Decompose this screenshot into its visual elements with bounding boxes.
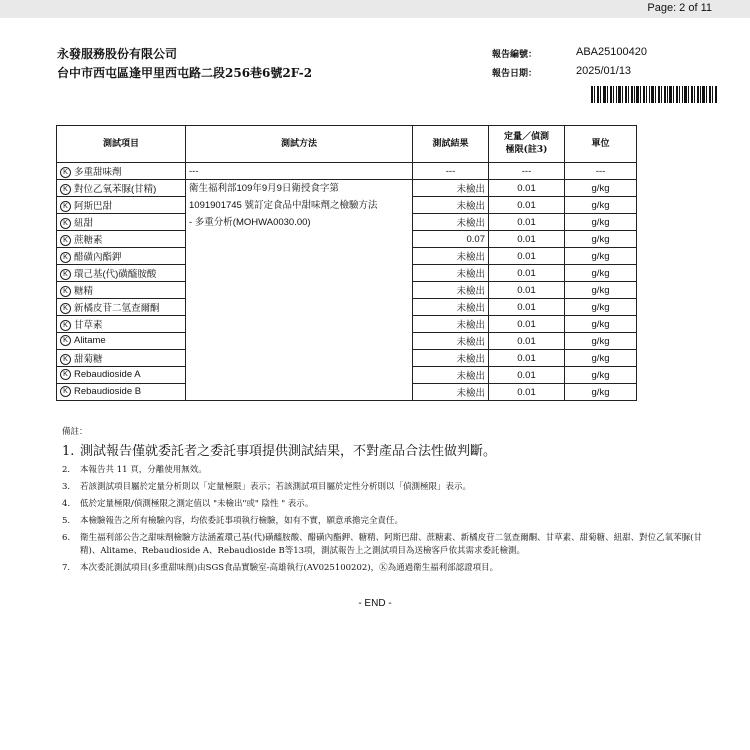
- unit-cell: g/kg: [565, 384, 637, 401]
- unit-cell: g/kg: [565, 231, 637, 248]
- unit-cell: g/kg: [565, 350, 637, 367]
- report-date: 2025/01/13: [576, 65, 632, 77]
- header-unit: 單位: [565, 126, 637, 163]
- accreditation-mark-icon: K: [60, 235, 71, 246]
- unit-cell: g/kg: [565, 214, 637, 231]
- unit-cell: g/kg: [565, 248, 637, 265]
- page-number: Page: 2 of 11: [647, 2, 712, 14]
- item-cell: K 甜菊糖: [57, 350, 186, 367]
- note-item: 5. 本檢驗報告之所有檢驗內容，均依委託事項執行檢驗，如有不實，願意承擔完全責任。: [62, 516, 404, 526]
- item-cell: K 阿斯巴甜: [57, 197, 186, 214]
- result-cell: 未檢出: [413, 350, 489, 367]
- header-item: 測試項目: [57, 126, 186, 163]
- item-cell: K 蔗糖素: [57, 231, 186, 248]
- unit-cell: ---: [565, 163, 637, 180]
- unit-cell: g/kg: [565, 197, 637, 214]
- limit-cell: 0.01: [489, 384, 565, 401]
- accreditation-mark-icon: K: [60, 269, 71, 280]
- page-bar: [0, 0, 750, 18]
- result-cell: 未檢出: [413, 214, 489, 231]
- unit-cell: g/kg: [565, 299, 637, 316]
- item-cell: K Rebaudioside B: [57, 384, 186, 401]
- unit-cell: g/kg: [565, 367, 637, 384]
- method-cell: 衛生福利部109年9月9日衛授食字第 1091901745 號訂定食品中甜味劑之檢驗方法 - 多重分析(MOHWA0030.00): [186, 180, 413, 401]
- accreditation-mark-icon: K: [60, 184, 71, 195]
- result-cell: 未檢出: [413, 248, 489, 265]
- result-cell: 未檢出: [413, 333, 489, 350]
- result-cell: 未檢出: [413, 367, 489, 384]
- note-item: 4. 低於定量極限/偵測極限之測定值以 "未檢出"或" 陰性 " 表示。: [62, 499, 314, 509]
- unit-cell: g/kg: [565, 333, 637, 350]
- accreditation-mark-icon: K: [60, 335, 71, 346]
- result-cell: 未檢出: [413, 282, 489, 299]
- accreditation-mark-icon: K: [60, 218, 71, 229]
- unit-cell: g/kg: [565, 316, 637, 333]
- limit-cell: 0.01: [489, 197, 565, 214]
- unit-cell: g/kg: [565, 180, 637, 197]
- limit-cell: 0.01: [489, 333, 565, 350]
- item-cell: K Alitame: [57, 333, 186, 350]
- company-name: 永發服務股份有限公司: [57, 47, 178, 61]
- result-cell: 未檢出: [413, 180, 489, 197]
- table-row: [57, 180, 637, 197]
- result-cell: 0.07: [413, 231, 489, 248]
- accreditation-mark-icon: K: [60, 303, 71, 314]
- limit-cell: 0.01: [489, 231, 565, 248]
- notes-section: [62, 426, 722, 579]
- note-item: 1. 測試報告僅就委託者之委託事項提供測試結果，不對產品合法性做判斷。: [62, 444, 497, 459]
- limit-cell: 0.01: [489, 299, 565, 316]
- limit-cell: 0.01: [489, 367, 565, 384]
- header-method: 測試方法: [186, 126, 413, 163]
- item-cell: K 糖精: [57, 282, 186, 299]
- accreditation-mark-icon: K: [60, 320, 71, 331]
- accreditation-mark-icon: K: [60, 369, 71, 380]
- table-header-row: [57, 126, 637, 163]
- limit-cell: 0.01: [489, 180, 565, 197]
- item-cell: K 甘草素: [57, 316, 186, 333]
- unit-cell: g/kg: [565, 265, 637, 282]
- item-cell: K 環己基(代)磺醯胺酸: [57, 265, 186, 282]
- accreditation-mark-icon: K: [60, 286, 71, 297]
- accreditation-mark-icon: K: [60, 252, 71, 263]
- limit-cell: ---: [489, 163, 565, 180]
- accreditation-mark-icon: K: [60, 354, 71, 365]
- note-item: 2. 本報告共 11 頁，分離使用無效。: [62, 465, 207, 475]
- header-result: 測試結果: [413, 126, 489, 163]
- results-table: [56, 125, 637, 401]
- note-item: 3. 若該測試項目屬於定量分析則以「定量極限」表示；若該測試項目屬於定性分析則以「偵測極限」表示。: [62, 482, 472, 492]
- item-cell: K 醋磺內酯鉀: [57, 248, 186, 265]
- accreditation-mark-icon: K: [60, 167, 71, 178]
- note-item: 6. 衛生福利部公告之甜味劑檢驗方法涵蓋環己基(代)磺醯胺酸、醋磺內酯鉀、糖精、阿斯巴甜、蔗糖素、新橘皮苷二氫查爾酮、甘草素、甜菊糖、紐甜、對位乙氧苯脲(甘精)、Alitame、Rebaudioside A、Rebaudioside B等13項，測試報告上之測試項目為送檢客戶依其需求委託檢測。: [62, 533, 702, 556]
- note-item: 7. 本次委託測試項目(多重甜味劑)由SGS食品實驗室-高雄執行(AV025100202)，Ⓚ為通過衛生福利部認證項目。: [62, 563, 499, 573]
- company-address: 台中市西屯區逢甲里西屯路二段256巷6號2F-2: [57, 66, 313, 80]
- limit-cell: 0.01: [489, 350, 565, 367]
- barcode: [591, 86, 717, 103]
- header-limit: 定量／偵測 極限(註3): [489, 126, 565, 163]
- item-cell: K 多重甜味劑: [57, 163, 186, 180]
- result-cell: ---: [413, 163, 489, 180]
- item-cell: K 紐甜: [57, 214, 186, 231]
- limit-cell: 0.01: [489, 282, 565, 299]
- result-cell: 未檢出: [413, 299, 489, 316]
- result-cell: 未檢出: [413, 316, 489, 333]
- limit-cell: 0.01: [489, 316, 565, 333]
- table-row: [57, 163, 637, 180]
- report-date-label: 報告日期：: [492, 69, 538, 79]
- report-no: ABA25100420: [576, 46, 647, 58]
- item-cell: K 新橘皮苷二氫查爾酮: [57, 299, 186, 316]
- result-cell: 未檢出: [413, 384, 489, 401]
- result-cell: 未檢出: [413, 265, 489, 282]
- limit-cell: 0.01: [489, 265, 565, 282]
- limit-cell: 0.01: [489, 248, 565, 265]
- result-cell: 未檢出: [413, 197, 489, 214]
- method-cell: ---: [186, 163, 413, 180]
- limit-cell: 0.01: [489, 214, 565, 231]
- unit-cell: g/kg: [565, 282, 637, 299]
- end-marker: - END -: [358, 598, 392, 609]
- accreditation-mark-icon: K: [60, 386, 71, 397]
- report-no-label: 報告編號：: [492, 50, 538, 60]
- notes-header: 備註：: [62, 427, 88, 437]
- item-cell: K 對位乙氧苯脲(甘精): [57, 180, 186, 197]
- item-cell: K Rebaudioside A: [57, 367, 186, 384]
- accreditation-mark-icon: K: [60, 201, 71, 212]
